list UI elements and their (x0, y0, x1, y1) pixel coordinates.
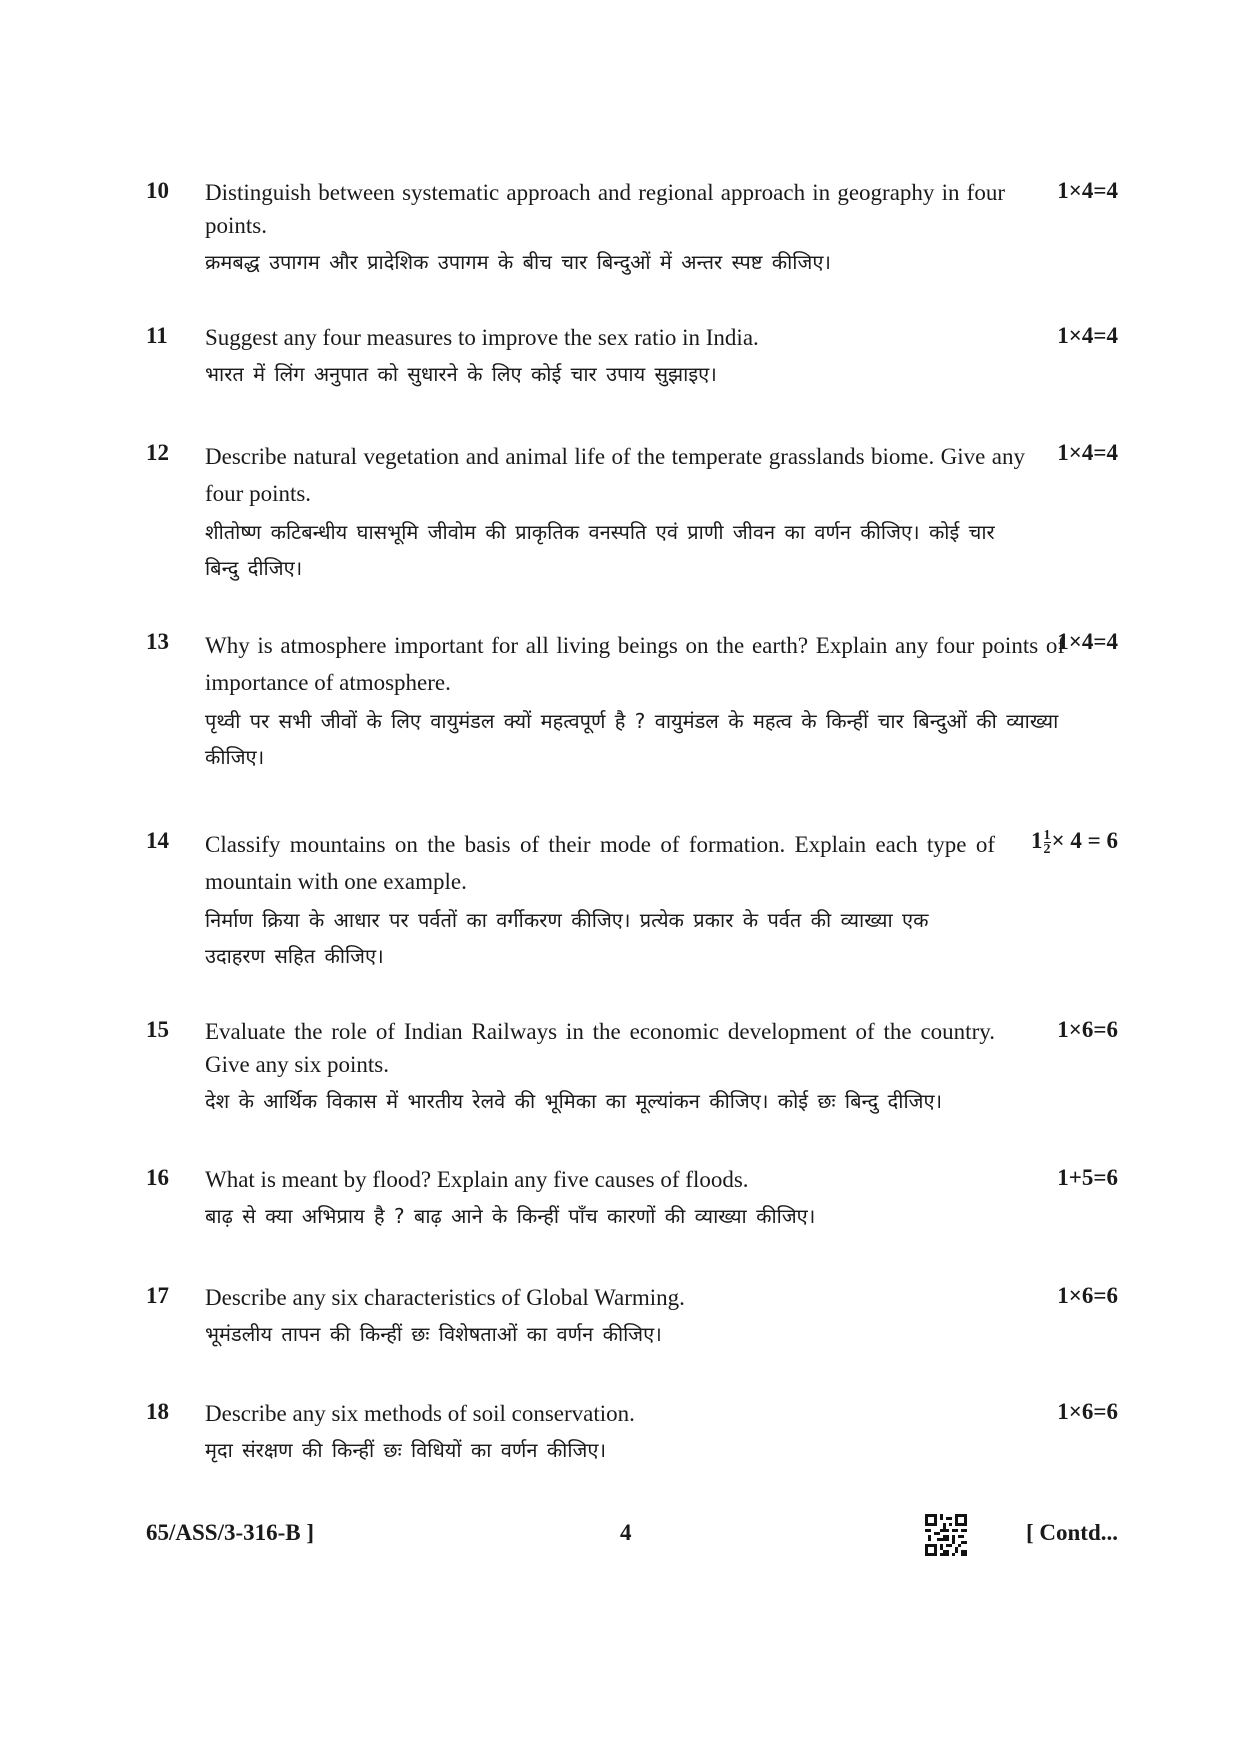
question-text-hindi: क्रमबद्ध उपागम और प्रादेशिक उपागम के बीच चार बिन्दुओं में अन्तर स्पष्ट कीजिए। (205, 250, 831, 274)
question-text-english: Describe any six characteristics of Global Warming. (205, 1285, 685, 1310)
question-text-hindi: भूमंडलीय तापन की किन्हीं छः विशेषताओं का वर्णन कीजिए। (205, 1322, 662, 1346)
marks-fraction (1044, 829, 1051, 856)
page-footer (0, 1520, 1240, 1560)
marks-rest: × 4 = 6 (1051, 828, 1118, 853)
question-text-hindi: मृदा संरक्षण की किन्हीं छः विधियों का वर्णन कीजिए। (205, 1438, 607, 1462)
question-body (205, 1397, 1065, 1468)
question-text-english: Evaluate the role of Indian Railways in the economic development of the country. Give any six points. (205, 1019, 995, 1077)
question-text-english: What is meant by flood? Explain any five causes of floods. (205, 1167, 749, 1192)
question-text-english: Why is atmosphere important for all living beings on the earth? Explain any four points of importance of atmosphere. (205, 633, 1065, 695)
page-number: 4 (620, 1520, 632, 1545)
question-marks (1031, 826, 1118, 856)
question-text-hindi: देश के आर्थिक विकास में भारतीय रेलवे की भूमिका का मूल्यांकन कीजिए। कोई छः बिन्दु दीजिए। (205, 1089, 943, 1113)
question-number: 17 (146, 1283, 169, 1308)
continued-label: [ Contd... (1025, 1520, 1118, 1545)
question-body (205, 176, 1005, 280)
question-number: 14 (146, 828, 169, 853)
question-text-hindi: बाढ़ से क्या अभिप्राय है ? बाढ़ आने के किन्हीं पाँच कारणों की व्याख्या कीजिए। (205, 1204, 816, 1228)
paper-code: 65/ASS/3-316-B ] (146, 1520, 315, 1545)
question-marks: 1×4=4 (1057, 629, 1118, 654)
question-body (205, 627, 1065, 775)
question-marks: 1×4=4 (1057, 323, 1118, 348)
question-body (205, 1281, 1065, 1352)
fraction-numerator: 1 (1043, 828, 1051, 844)
question-text-english: Describe natural vegetation and animal life of the temperate grasslands biome. Give any four points. (205, 444, 1025, 506)
question-text-hindi: भारत में लिंग अनुपात को सुधारने के लिए कोई चार उपाय सुझाइए। (205, 362, 717, 386)
fraction-denominator: 2 (1043, 842, 1051, 858)
question-text-english: Describe any six methods of soil conservation. (205, 1401, 635, 1426)
question-body (205, 1015, 995, 1119)
question-marks: 1+5=6 (1057, 1165, 1118, 1190)
question-body (205, 438, 1025, 586)
question-marks: 1×6=6 (1057, 1283, 1118, 1308)
question-text-hindi: पृथ्वी पर सभी जीवों के लिए वायुमंडल क्यों महत्वपूर्ण है ? वायुमंडल के महत्व के किन्हीं चार बिन्दुओं की व्याख्या कीजिए। (205, 709, 1059, 769)
question-marks: 1×4=4 (1057, 440, 1118, 465)
qr-code-icon (925, 1514, 967, 1556)
question-number: 11 (146, 323, 168, 348)
question-number: 18 (146, 1399, 169, 1424)
question-text-hindi: शीतोष्ण कटिबन्धीय घासभूमि जीवोम की प्राकृतिक वनस्पति एवं प्राणी जीवन का वर्णन कीजिए। कोई चार बिन्दु दीजिए। (205, 520, 995, 580)
marks-whole: 1 (1031, 828, 1043, 853)
question-number: 15 (146, 1017, 169, 1042)
question-marks: 1×4=4 (1057, 178, 1118, 203)
question-body (205, 1163, 1065, 1234)
question-number: 12 (146, 440, 169, 465)
question-number: 13 (146, 629, 169, 654)
question-text-hindi: निर्माण क्रिया के आधार पर पर्वतों का वर्गीकरण कीजिए। प्रत्येक प्रकार के पर्वत की व्याख्या एक उदाहरण सहित कीजिए। (205, 908, 929, 968)
question-text-english: Suggest any four measures to improve the sex ratio in India. (205, 325, 759, 350)
question-number: 16 (146, 1165, 169, 1190)
question-body (205, 321, 1065, 392)
question-text-english: Distinguish between systematic approach and regional approach in geography in four points. (205, 180, 1005, 238)
question-text-english: Classify mountains on the basis of their mode of formation. Explain each type of mountain with one example. (205, 832, 995, 894)
question-marks: 1×6=6 (1057, 1017, 1118, 1042)
question-marks: 1×6=6 (1057, 1399, 1118, 1424)
question-body (205, 826, 995, 974)
question-number: 10 (146, 178, 169, 203)
